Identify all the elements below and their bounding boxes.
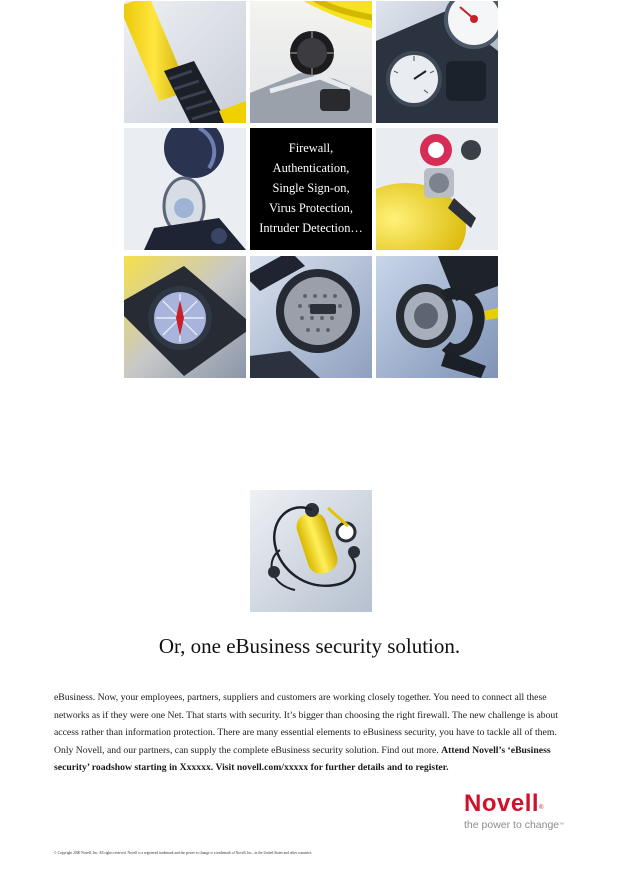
feature-line-single-sign-on: Single Sign-on,: [272, 181, 350, 195]
yellow-tank-valve-photo: [376, 128, 498, 250]
mares-regulator-photo: [250, 256, 372, 378]
mouthpiece-photo: [376, 256, 498, 378]
feature-line-virus-protection: Virus Protection,: [269, 201, 353, 215]
regulator-dial-photo: [250, 1, 372, 123]
novell-tagline: [464, 819, 574, 831]
feature-line-intruder-detection: Intruder Detection…: [259, 221, 363, 235]
product-image-grid: [124, 1, 499, 378]
copyright-notice: © Copyright 2000 Novell, Inc. All rights reserved. Novell is a registered trademark and the power to change is a trademark of Novell, Inc., in the United States and other countries.: [54, 851, 313, 855]
body-text: eBusiness. Now, your employees, partners, suppliers and customers are working closely together. You need to connect all these networks as if they were one Net. That starts with security. It’s bigger than choosing the right firewall. The new challenge is about access rather than information protection. There are many essential elements to eBusiness security, you have to tackle all of them. Only Novell, and our partners, can supply the complete eBusiness security solution. Find out more.: [54, 692, 558, 756]
registered-mark: ®: [539, 805, 544, 811]
firewall-text-tile: [250, 128, 372, 250]
yellow-hose-photo: [124, 1, 246, 123]
body-copy: [54, 689, 566, 777]
dive-compass-photo: [124, 256, 246, 378]
tagline-text: the power to change: [464, 819, 560, 831]
novell-wordmark-text: Novell: [464, 790, 540, 817]
octopus-regulator-photo: [124, 128, 246, 250]
novell-logo: [464, 790, 574, 831]
pressure-gauge-photo: [376, 1, 498, 123]
novell-wordmark: [464, 790, 574, 818]
feature-line-firewall: Firewall,: [288, 141, 334, 155]
headline: Or, one eBusiness security solution.: [158, 634, 461, 658]
feature-line-authentication: Authentication,: [272, 161, 350, 175]
body-call-to-action: Attend Novell’s ‘eBusiness security’ roadshow starting in Xxxxxx. Visit novell.com/xxxxx for further details and to register.: [54, 744, 551, 773]
full-scuba-set-photo: [250, 490, 372, 612]
trademark-mark: ™: [559, 822, 565, 828]
